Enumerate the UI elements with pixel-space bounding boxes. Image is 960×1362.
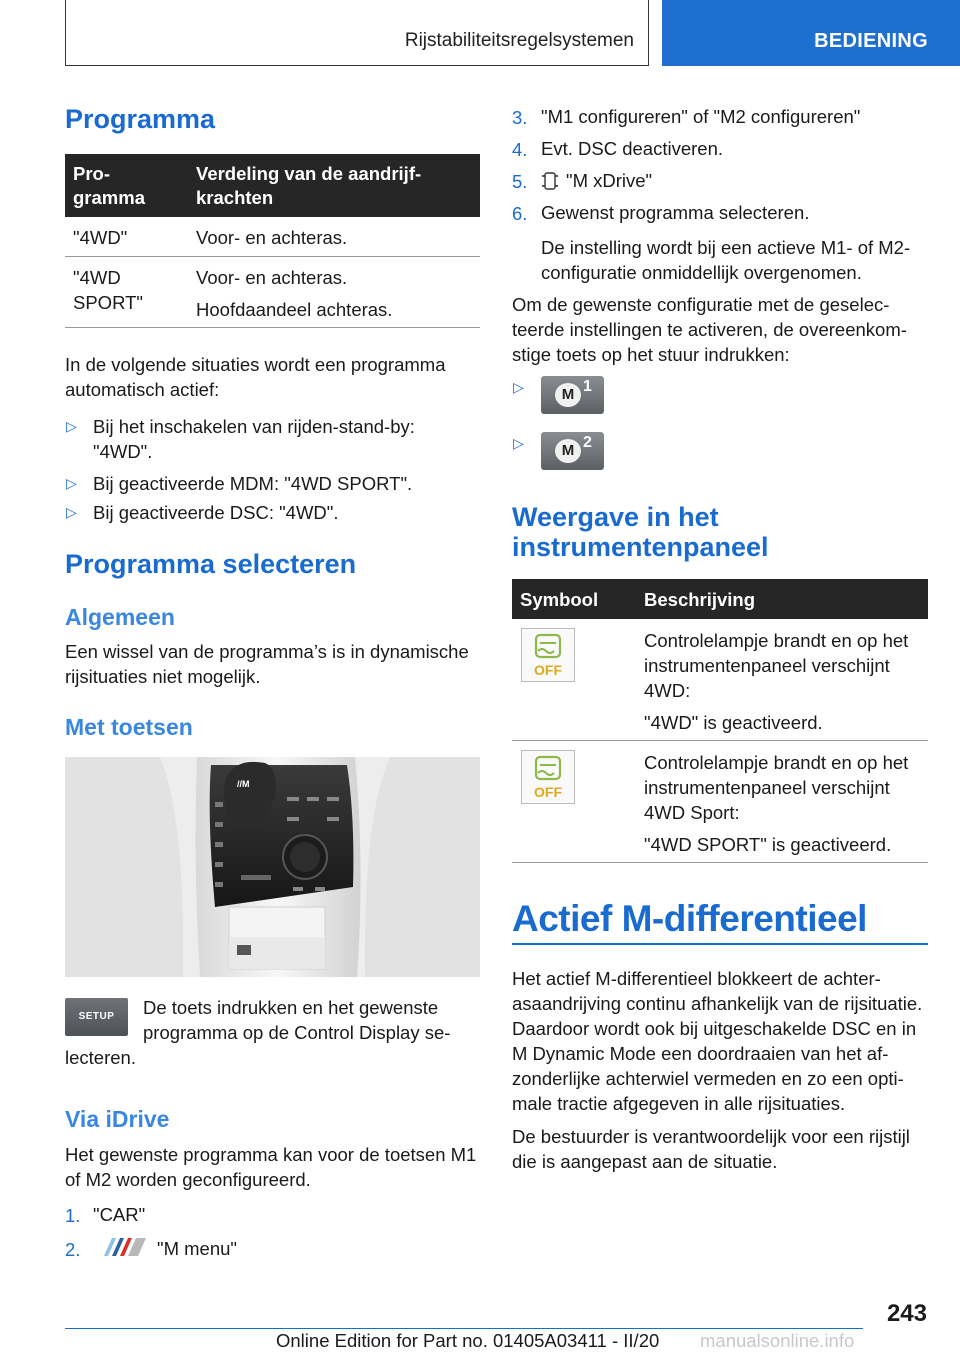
step6-note: De instelling wordt bij een actieve M1- of M2-configuratie onmiddellijk overgenomen. <box>541 237 911 283</box>
off-label: OFF <box>534 662 562 678</box>
programma-col-desc: Verdeling van de aandrijf- krachten <box>196 163 422 208</box>
footer-divider <box>65 1328 863 1329</box>
activate-text: Om de gewenste configuratie met de geselec-teerde instellingen te activeren, de overeenkom-stige toets op het stuur indrukken: <box>512 294 907 365</box>
programma-intro: In de volgende situaties wordt een programma automatisch actief: <box>65 354 446 400</box>
4wd-off-symbol <box>522 751 574 803</box>
table-row <box>65 217 480 257</box>
table-row <box>512 741 928 863</box>
bullet-item: Bij het inschakelen van rijden-stand-by: "4WD". <box>93 416 415 462</box>
step-text: Gewenst programma selecteren. <box>541 202 810 223</box>
step-text: Evt. DSC deactiveren. <box>541 138 723 159</box>
idrive-text: Het gewenste programma kan voor de toetsen M1 of M2 worden geconfigureerd. <box>65 1144 477 1190</box>
page-number: 243 <box>886 1300 927 1327</box>
step-number: 4. <box>512 139 528 160</box>
row-desc: Voor- en achteras. <box>196 267 348 288</box>
m-letter: M <box>555 383 581 407</box>
programma-col-prog: Pro- gramma <box>73 163 145 208</box>
differentieel-heading: Actief M-differentieel <box>512 898 867 939</box>
algemeen-heading: Algemeen <box>65 604 175 630</box>
heading-divider <box>512 943 928 945</box>
toetsen-heading: Met toetsen <box>65 714 193 740</box>
bullet-triangle-icon: ▷ <box>66 475 77 491</box>
weergave-col-beschrijving: Beschrijving <box>644 589 756 610</box>
step-number: 2. <box>65 1239 81 1260</box>
weergave-table-header <box>512 579 928 619</box>
step-text: "M xDrive" <box>566 170 653 191</box>
row-desc: Voor- en achteras. <box>196 227 348 248</box>
bullet-triangle-icon: ▷ <box>66 504 77 520</box>
footer-watermark: manualsonline.info <box>700 1330 855 1351</box>
m-menu-stripes-icon <box>98 1236 148 1258</box>
row-desc: Controlelampje brandt en op het instrumentenpaneel verschijnt 4WD: <box>644 630 909 701</box>
bullet-item: Bij geactiveerde MDM: "4WD SPORT". <box>93 473 413 494</box>
selecteren-heading: Programma selecteren <box>65 549 357 579</box>
header-section-box <box>65 0 649 66</box>
weergave-table <box>512 579 928 863</box>
bullet-triangle-icon: ▷ <box>513 435 524 451</box>
bullet-triangle-icon: ▷ <box>66 418 77 434</box>
programma-table-header <box>65 154 480 217</box>
car-traction-icon <box>541 171 559 191</box>
differentieel-paragraph-2: De bestuurder is verantwoordelijk voor een rijstijl die is aangepast aan de situatie. <box>512 1126 910 1172</box>
m-letter: M <box>555 439 581 463</box>
idrive-heading: Via iDrive <box>65 1106 170 1132</box>
4wd-off-warning-icon <box>521 628 575 682</box>
setup-button-icon: SETUP <box>65 998 128 1036</box>
programma-heading: Programma <box>65 104 216 134</box>
setup-instruction-line2: lecteren. <box>65 1047 136 1068</box>
row-desc-2: Hoofdaandeel achteras. <box>196 299 393 320</box>
row-prog: "4WD" <box>73 227 128 248</box>
step-text: "M menu" <box>157 1238 237 1259</box>
4wd-off-warning-icon <box>521 750 575 804</box>
row-prog: "4WD SPORT" <box>73 267 143 313</box>
center-console-illustration <box>65 757 480 977</box>
m1-button-icon <box>541 376 604 414</box>
table-row <box>512 619 928 741</box>
m2-button-icon <box>541 432 604 470</box>
algemeen-text: Een wissel van de programma’s is in dynamische rijsituaties niet mogelijk. <box>65 641 469 687</box>
header-section-title: Rijstabiliteitsregelsystemen <box>404 30 634 51</box>
header-chapter-label: BEDIENING <box>814 30 928 52</box>
footer-edition: Online Edition for Part no. 01405A03411 - II/20 <box>276 1330 660 1351</box>
weergave-heading: Weergave in het instrumentenpaneel <box>512 502 769 562</box>
bullet-triangle-icon: ▷ <box>513 379 524 395</box>
m-index: 2 <box>583 434 592 451</box>
step-number: 6. <box>512 203 528 224</box>
row-desc: Controlelampje brandt en op het instrumentenpaneel verschijnt 4WD Sport: <box>644 752 909 823</box>
center-console-photo <box>65 757 480 977</box>
programma-table <box>65 154 480 328</box>
4wd-off-symbol <box>522 629 574 681</box>
step-text: "M1 configureren" of "M2 configureren" <box>541 106 861 127</box>
m-index: 1 <box>583 378 592 395</box>
differentieel-paragraph-1: Het actief M-differentieel blokkeert de achter-asaandrijving continu afhankelijk van de rijsituatie. Daardoor wordt ook bij uitgeschakelde DSC en in M Dynamic Mode een doordraaien van het af-zonderlijke achterwiel vermeden en zo een opti-male tractie afgegeven in alle rijsituaties. <box>512 968 923 1114</box>
step-number: 5. <box>512 171 528 192</box>
table-row <box>65 257 480 328</box>
svg-text://M: //M <box>237 779 250 789</box>
setup-instruction-line1: De toets indrukken en het gewenste programma op de Control Display se- <box>143 997 451 1043</box>
bullet-item: Bij geactiveerde DSC: "4WD". <box>93 502 339 523</box>
header-chapter-tab <box>662 0 960 66</box>
step-number: 1. <box>65 1205 81 1226</box>
weergave-col-symbool: Symbool <box>520 589 599 610</box>
off-label: OFF <box>534 784 562 800</box>
step-number: 3. <box>512 107 528 128</box>
step-text: "CAR" <box>93 1204 146 1225</box>
row-status: "4WD" is geactiveerd. <box>644 712 823 733</box>
row-status: "4WD SPORT" is geactiveerd. <box>644 834 892 855</box>
